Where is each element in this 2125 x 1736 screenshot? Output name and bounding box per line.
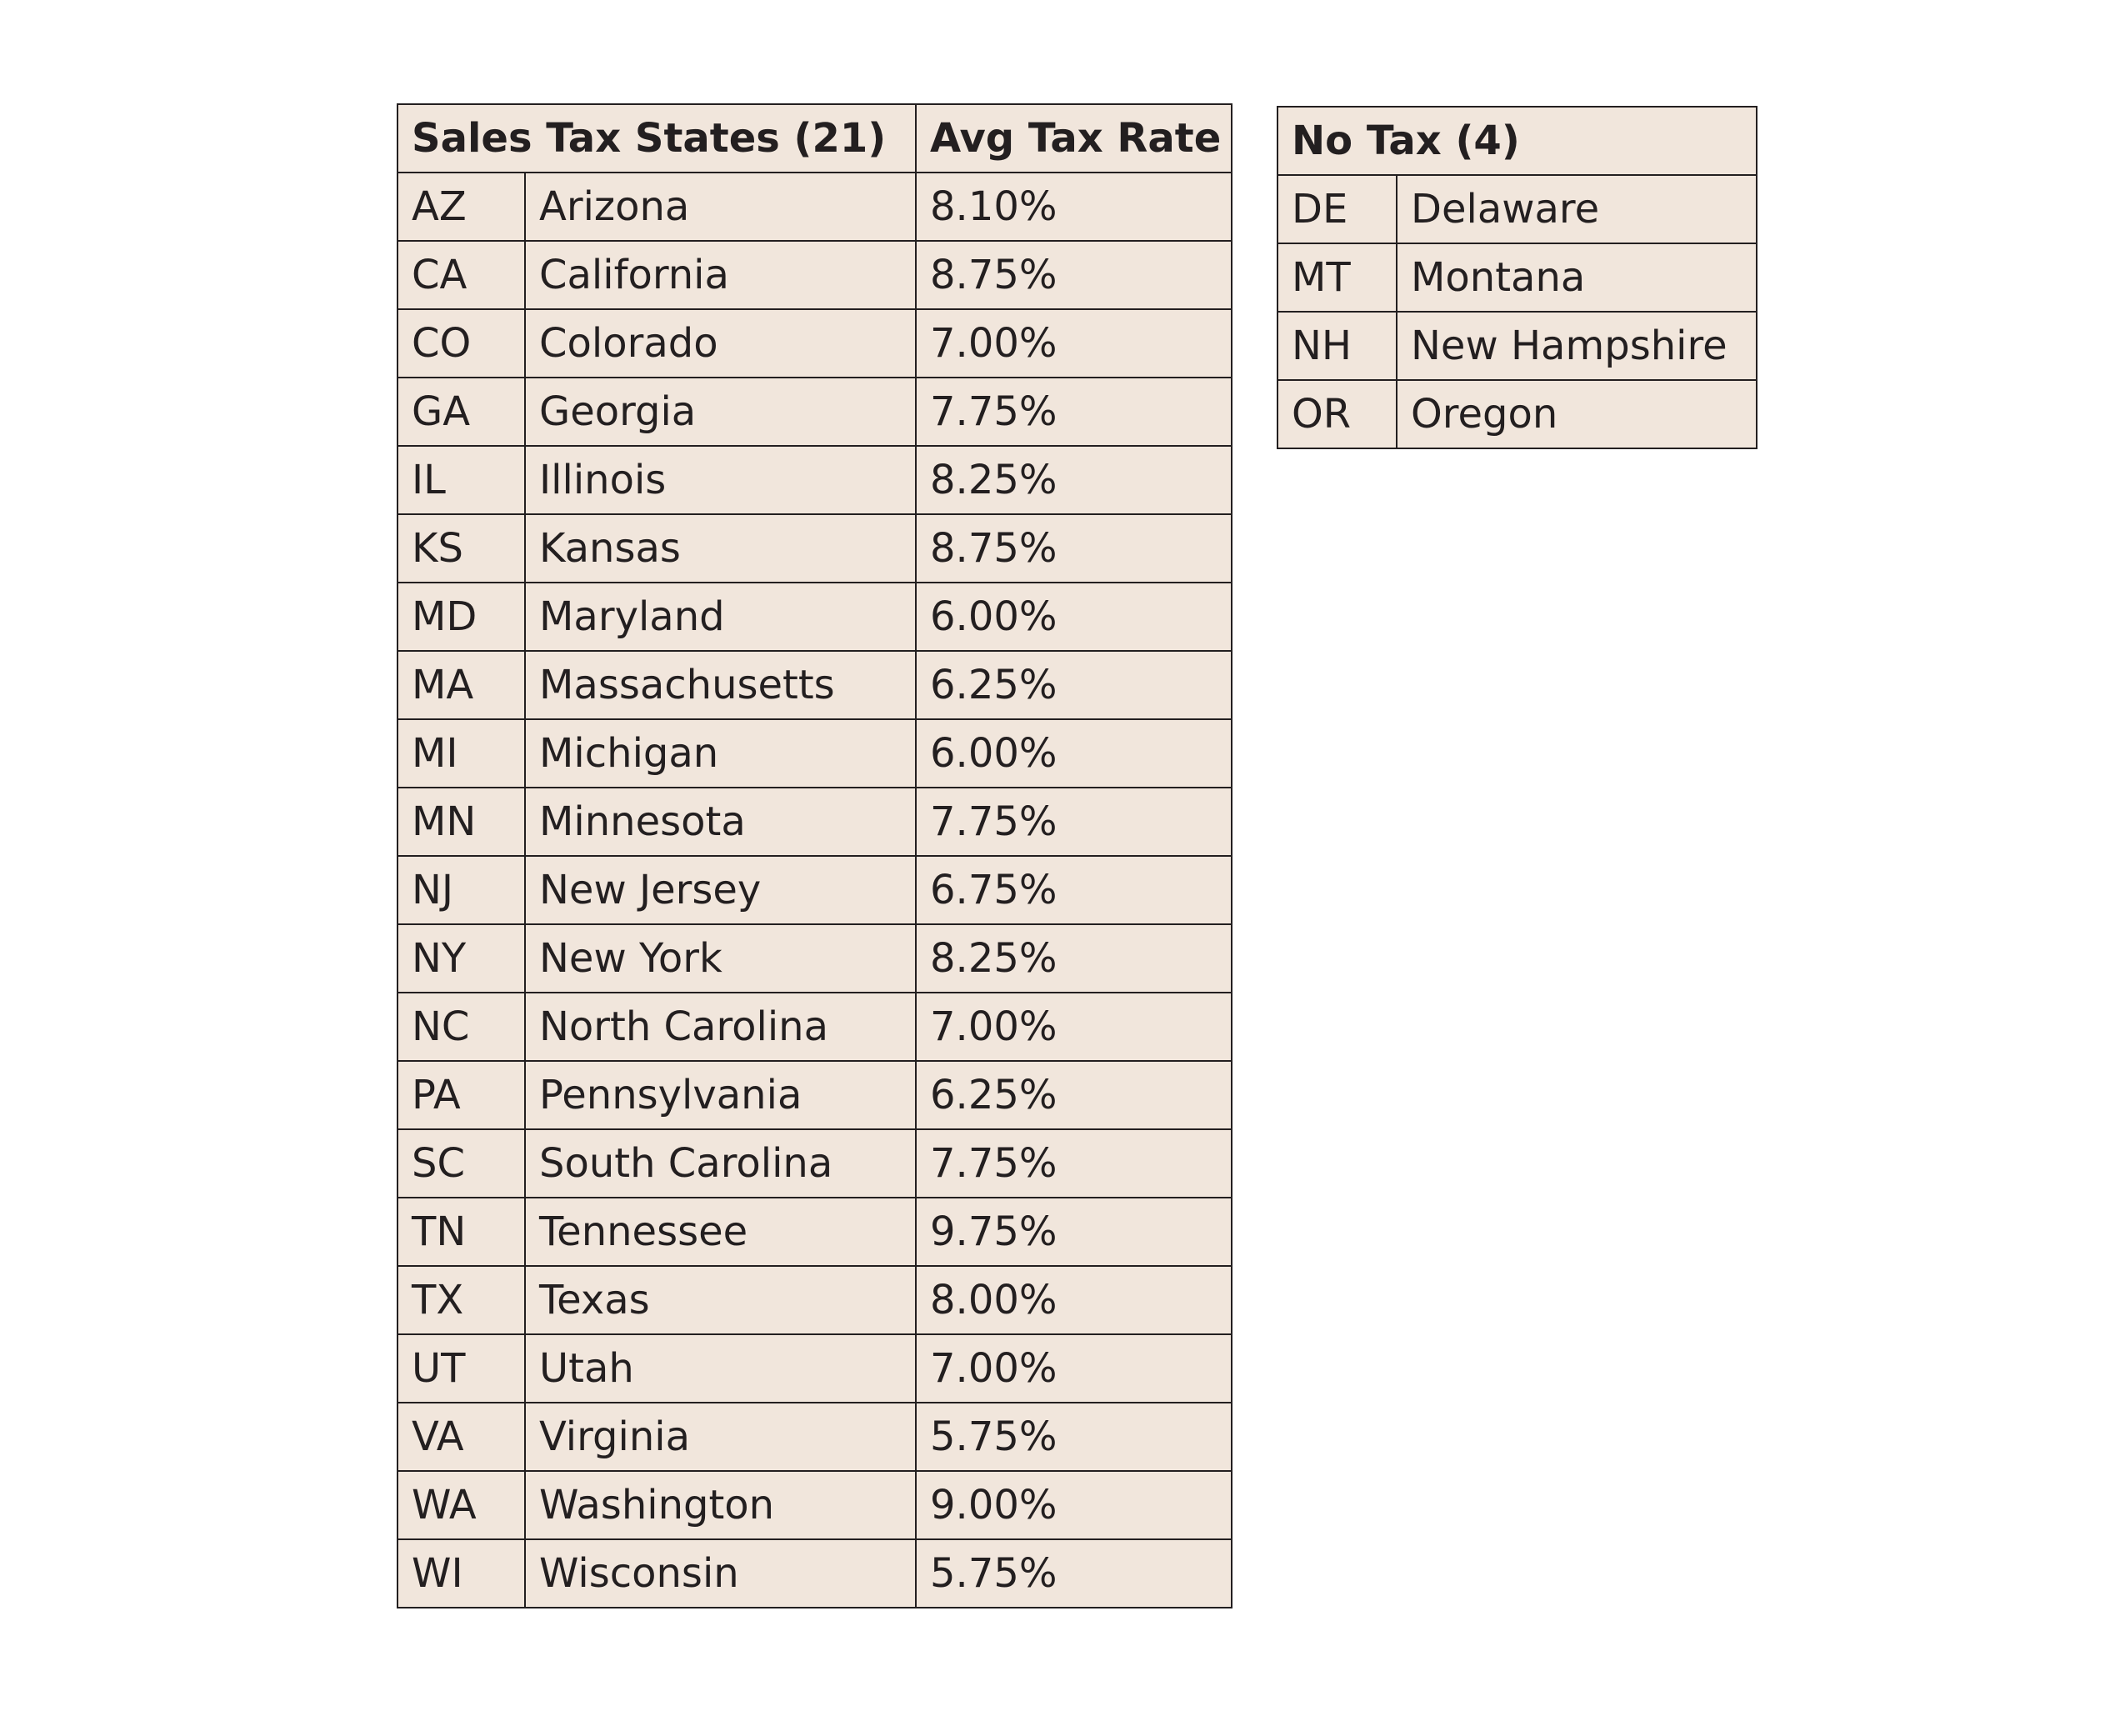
state-code-cell: MA (398, 651, 525, 719)
tax-rate-cell: 8.25% (916, 446, 1232, 514)
state-name-cell: Maryland (525, 583, 916, 651)
state-code-cell: NH (1278, 312, 1397, 380)
tax-rate-cell: 8.00% (916, 1266, 1232, 1334)
table-row (398, 1539, 1232, 1608)
state-name-cell: New York (525, 924, 916, 993)
state-code-cell: DE (1278, 175, 1397, 243)
state-code-cell: WI (398, 1539, 525, 1608)
state-code-cell: KS (398, 514, 525, 583)
state-code-cell: TX (398, 1266, 525, 1334)
tax-rate-cell: 8.25% (916, 924, 1232, 993)
state-code-cell: VA (398, 1403, 525, 1471)
state-name-cell: Michigan (525, 719, 916, 788)
state-code-cell: MT (1278, 243, 1397, 312)
state-code-cell: OR (1278, 380, 1397, 448)
tax-rate-cell: 9.75% (916, 1198, 1232, 1266)
table-row (398, 378, 1232, 446)
state-name-cell: Minnesota (525, 788, 916, 856)
no-tax-body (1278, 175, 1757, 448)
tax-rate-cell: 7.75% (916, 788, 1232, 856)
table-row (398, 1198, 1232, 1266)
table-row (398, 1334, 1232, 1403)
state-code-cell: TN (398, 1198, 525, 1266)
state-code-cell: CO (398, 309, 525, 378)
tax-rate-cell: 7.00% (916, 1334, 1232, 1403)
table-row (1278, 243, 1757, 312)
state-name-cell: Washington (525, 1471, 916, 1539)
tax-rate-cell: 5.75% (916, 1539, 1232, 1608)
state-name-cell: Tennessee (525, 1198, 916, 1266)
state-name-cell: Delaware (1397, 175, 1757, 243)
state-name-cell: New Hampshire (1397, 312, 1757, 380)
table-row (398, 856, 1232, 924)
state-name-cell: Virginia (525, 1403, 916, 1471)
tax-rate-cell: 5.75% (916, 1403, 1232, 1471)
state-name-cell: Oregon (1397, 380, 1757, 448)
state-name-cell: Illinois (525, 446, 916, 514)
table-row (398, 651, 1232, 719)
state-name-cell: Pennsylvania (525, 1061, 916, 1129)
state-name-cell: Montana (1397, 243, 1757, 312)
table-row (1278, 380, 1757, 448)
state-code-cell: PA (398, 1061, 525, 1129)
state-code-cell: NY (398, 924, 525, 993)
table-row (398, 924, 1232, 993)
table-row (398, 173, 1232, 241)
state-name-cell: Utah (525, 1334, 916, 1403)
tax-rate-cell: 7.75% (916, 1129, 1232, 1198)
state-name-cell: South Carolina (525, 1129, 916, 1198)
state-code-cell: WA (398, 1471, 525, 1539)
state-name-cell: Wisconsin (525, 1539, 916, 1608)
table-row (398, 583, 1232, 651)
tax-rate-cell: 6.25% (916, 1061, 1232, 1129)
tax-rate-cell: 6.00% (916, 583, 1232, 651)
table-row (1278, 312, 1757, 380)
table-row (398, 514, 1232, 583)
table-row (398, 1403, 1232, 1471)
sales-tax-body (398, 173, 1232, 1608)
tax-rate-cell: 7.75% (916, 378, 1232, 446)
state-name-cell: North Carolina (525, 993, 916, 1061)
state-code-cell: MD (398, 583, 525, 651)
state-code-cell: GA (398, 378, 525, 446)
tax-rate-cell: 7.00% (916, 309, 1232, 378)
table-row (398, 1471, 1232, 1539)
sales-tax-table (397, 103, 1232, 1608)
state-code-cell: CA (398, 241, 525, 309)
state-code-cell: MI (398, 719, 525, 788)
sales-tax-header-row (398, 104, 1232, 173)
state-code-cell: SC (398, 1129, 525, 1198)
state-code-cell: AZ (398, 173, 525, 241)
table-row (398, 1266, 1232, 1334)
state-name-cell: Texas (525, 1266, 916, 1334)
state-code-cell: NJ (398, 856, 525, 924)
tax-rate-cell: 8.10% (916, 173, 1232, 241)
state-name-cell: Colorado (525, 309, 916, 378)
avg-tax-rate-header: Avg Tax Rate (916, 104, 1232, 173)
tax-rate-cell: 8.75% (916, 514, 1232, 583)
no-tax-header-row (1278, 107, 1757, 175)
tax-rate-cell: 6.75% (916, 856, 1232, 924)
state-code-cell: MN (398, 788, 525, 856)
table-row (398, 1061, 1232, 1129)
state-name-cell: Georgia (525, 378, 916, 446)
state-name-cell: California (525, 241, 916, 309)
tax-rate-cell: 7.00% (916, 993, 1232, 1061)
table-row (398, 719, 1232, 788)
table-row (398, 993, 1232, 1061)
table-row (398, 446, 1232, 514)
tax-rate-cell: 6.25% (916, 651, 1232, 719)
state-name-cell: Massachusetts (525, 651, 916, 719)
table-row (1278, 175, 1757, 243)
tax-rate-cell: 9.00% (916, 1471, 1232, 1539)
table-row (398, 241, 1232, 309)
sales-tax-header: Sales Tax States (21) (398, 104, 916, 173)
state-name-cell: New Jersey (525, 856, 916, 924)
tax-rate-cell: 8.75% (916, 241, 1232, 309)
no-tax-header: No Tax (4) (1278, 107, 1757, 175)
no-tax-table (1277, 106, 1758, 449)
table-row (398, 788, 1232, 856)
state-name-cell: Kansas (525, 514, 916, 583)
table-row (398, 309, 1232, 378)
state-code-cell: UT (398, 1334, 525, 1403)
tax-rate-cell: 6.00% (916, 719, 1232, 788)
state-code-cell: IL (398, 446, 525, 514)
state-name-cell: Arizona (525, 173, 916, 241)
state-code-cell: NC (398, 993, 525, 1061)
table-row (398, 1129, 1232, 1198)
